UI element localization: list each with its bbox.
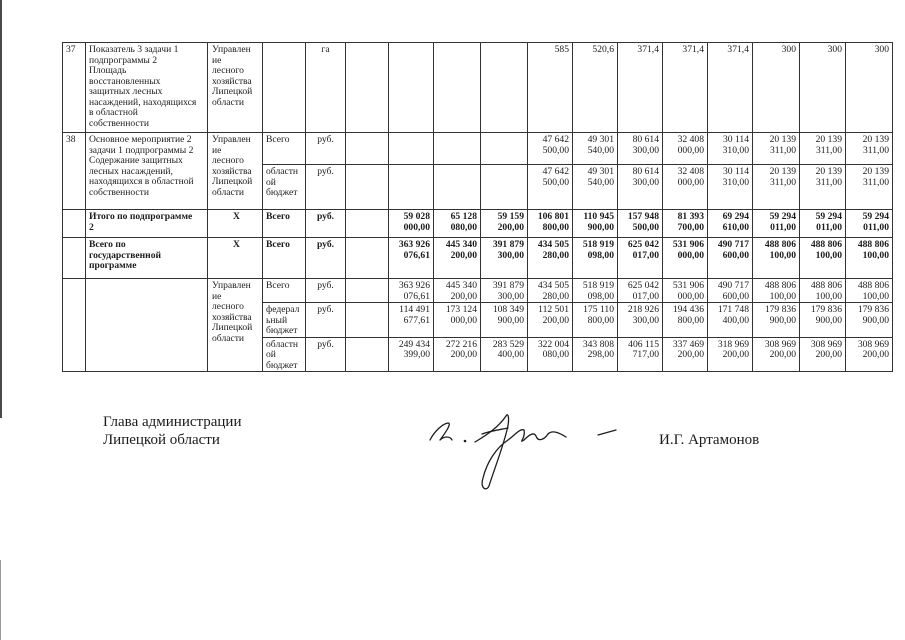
funding-source: областн ой бюджет <box>263 165 306 210</box>
funding-source: Всего <box>263 238 306 279</box>
value-col-3: 108 349 900,00 <box>481 303 528 338</box>
value-col-4: 112 501 200,00 <box>528 303 573 338</box>
unit-of-measure: руб. <box>306 238 346 279</box>
row-number: 38 <box>63 133 86 210</box>
value-col-3: 391 879 300,00 <box>481 238 528 279</box>
value-col-9: 488 806 100,00 <box>753 238 800 279</box>
value-col-9: 300 <box>753 43 800 133</box>
value-col-7: 32 408 000,00 <box>663 133 708 165</box>
signatory-title-line: Липецкой области <box>103 432 220 448</box>
funding-source: Всего <box>263 279 306 303</box>
value-col-11: 20 139 311,00 <box>846 133 893 165</box>
value-col-11: 300 <box>846 43 893 133</box>
value-col-2: 445 340 200,00 <box>434 238 481 279</box>
value-col-11: 59 294 011,00 <box>846 210 893 238</box>
row-name: Основное мероприятие 2 задачи 1 подпрограммы 2 Содержание защитных лесных насаждений, находящихся в областной собственности <box>86 133 208 210</box>
value-col-3 <box>481 43 528 133</box>
scan-edge-line <box>0 0 2 418</box>
value-col-1: 363 926 076,61 <box>389 238 434 279</box>
value-col-7: 81 393 700,00 <box>663 210 708 238</box>
value-col-10: 308 969 200,00 <box>800 337 846 372</box>
value-col-5: 49 301 540,00 <box>573 133 618 165</box>
value-col-11: 488 806 100,00 <box>846 279 893 303</box>
value-col-2: 272 216 200,00 <box>434 337 481 372</box>
value-col-9: 488 806 100,00 <box>753 279 800 303</box>
value-col-8: 30 114 310,00 <box>708 165 753 210</box>
value-col-11: 308 969 200,00 <box>846 337 893 372</box>
empty-cell <box>63 238 86 279</box>
value-col-10: 59 294 011,00 <box>800 210 846 238</box>
funding-source: Всего <box>263 210 306 238</box>
value-col-4: 585 <box>528 43 573 133</box>
unit-of-measure: руб. <box>306 210 346 238</box>
value-col-5: 49 301 540,00 <box>573 165 618 210</box>
value-col-6: 157 948 500,00 <box>618 210 663 238</box>
value-col-3: 59 159 200,00 <box>481 210 528 238</box>
empty-cell <box>346 303 389 338</box>
value-col-7: 337 469 200,00 <box>663 337 708 372</box>
empty-cell <box>63 210 86 238</box>
value-col-2: 173 124 000,00 <box>434 303 481 338</box>
empty-cell <box>346 238 389 279</box>
row-number: 37 <box>63 43 86 133</box>
subprogram-total-row <box>63 210 893 238</box>
funding-source: областн ой бюджет <box>263 337 306 372</box>
value-col-8: 490 717 600,00 <box>708 279 753 303</box>
value-col-1: 59 028 000,00 <box>389 210 434 238</box>
value-col-2 <box>434 133 481 165</box>
value-col-6: 625 042 017,00 <box>618 279 663 303</box>
responsible-executor: Х <box>208 238 263 279</box>
unit-of-measure: руб. <box>306 279 346 303</box>
value-col-8: 318 969 200,00 <box>708 337 753 372</box>
empty-cell <box>263 43 306 133</box>
signatory-name: И.Г. Артамонов <box>659 432 760 448</box>
value-col-9: 59 294 011,00 <box>753 210 800 238</box>
table-row <box>63 279 893 303</box>
value-col-8: 69 294 610,00 <box>708 210 753 238</box>
signature-dot <box>464 440 467 443</box>
responsible-executor: Х <box>208 210 263 238</box>
value-col-8: 171 748 400,00 <box>708 303 753 338</box>
responsible-executor: Управлен ие лесного хозяйства Липецкой области <box>208 279 263 372</box>
value-col-2 <box>434 43 481 133</box>
value-col-6: 80 614 300,00 <box>618 165 663 210</box>
value-col-4: 106 801 800,00 <box>528 210 573 238</box>
program-total-row <box>63 238 893 279</box>
value-col-7: 371,4 <box>663 43 708 133</box>
value-col-9: 179 836 900,00 <box>753 303 800 338</box>
empty-cell <box>63 279 86 372</box>
empty-cell <box>346 279 389 303</box>
value-col-2 <box>434 165 481 210</box>
value-col-7: 531 906 000,00 <box>663 279 708 303</box>
unit-of-measure: руб. <box>306 303 346 338</box>
table-row <box>63 133 893 165</box>
empty-cell <box>346 165 389 210</box>
value-col-4: 322 004 080,00 <box>528 337 573 372</box>
value-col-5: 343 808 298,00 <box>573 337 618 372</box>
value-col-10: 300 <box>800 43 846 133</box>
value-col-10: 488 806 100,00 <box>800 238 846 279</box>
signature-stroke <box>475 415 566 489</box>
value-col-2: 445 340 200,00 <box>434 279 481 303</box>
value-col-3 <box>481 165 528 210</box>
row-name: Всего по государственной программе <box>86 238 208 279</box>
unit-of-measure: га <box>306 43 346 133</box>
value-col-10: 488 806 100,00 <box>800 279 846 303</box>
funding-source: Всего <box>263 133 306 165</box>
value-col-7: 32 408 000,00 <box>663 165 708 210</box>
empty-cell <box>346 337 389 372</box>
value-col-1 <box>389 43 434 133</box>
value-col-5: 175 110 800,00 <box>573 303 618 338</box>
value-col-10: 20 139 311,00 <box>800 165 846 210</box>
scan-edge-line <box>0 560 1 640</box>
value-col-5: 110 945 900,00 <box>573 210 618 238</box>
value-col-5: 518 919 098,00 <box>573 279 618 303</box>
value-col-1 <box>389 133 434 165</box>
value-col-4: 434 505 280,00 <box>528 279 573 303</box>
unit-of-measure: руб. <box>306 337 346 372</box>
value-col-6: 218 926 300,00 <box>618 303 663 338</box>
value-col-3: 391 879 300,00 <box>481 279 528 303</box>
value-col-7: 531 906 000,00 <box>663 238 708 279</box>
value-col-1: 114 491 677,61 <box>389 303 434 338</box>
responsible-executor: Управлен ие лесного хозяйства Липецкой области <box>208 133 263 210</box>
unit-of-measure: руб. <box>306 133 346 165</box>
value-col-6: 406 115 717,00 <box>618 337 663 372</box>
value-col-10: 179 836 900,00 <box>800 303 846 338</box>
value-col-1: 363 926 076,61 <box>389 279 434 303</box>
value-col-9: 20 139 311,00 <box>753 133 800 165</box>
value-col-6: 371,4 <box>618 43 663 133</box>
value-col-2: 65 128 080,00 <box>434 210 481 238</box>
signature-stroke <box>482 428 508 434</box>
value-col-4: 434 505 280,00 <box>528 238 573 279</box>
value-col-6: 625 042 017,00 <box>618 238 663 279</box>
value-col-11: 179 836 900,00 <box>846 303 893 338</box>
value-col-7: 194 436 800,00 <box>663 303 708 338</box>
value-col-9: 20 139 311,00 <box>753 165 800 210</box>
funding-source: федерал ьный бюджет <box>263 303 306 338</box>
signature-stroke <box>430 423 452 440</box>
signatory-title <box>103 413 241 449</box>
value-col-9: 308 969 200,00 <box>753 337 800 372</box>
empty-cell <box>346 133 389 165</box>
value-col-3: 283 529 400,00 <box>481 337 528 372</box>
empty-cell <box>346 43 389 133</box>
responsible-executor: Управлен ие лесного хозяйства Липецкой области <box>208 43 263 133</box>
value-col-1 <box>389 165 434 210</box>
table-row <box>63 43 893 133</box>
value-col-10: 20 139 311,00 <box>800 133 846 165</box>
empty-cell <box>346 210 389 238</box>
value-col-11: 488 806 100,00 <box>846 238 893 279</box>
value-col-5: 520,6 <box>573 43 618 133</box>
value-col-3 <box>481 133 528 165</box>
program-funding-table <box>62 42 893 372</box>
row-name: Показатель 3 задачи 1 подпрограммы 2 Площадь восстановленных защитных лесных насаждений, находящихся в областной собственности <box>86 43 208 133</box>
handwritten-signature <box>420 400 630 500</box>
value-col-11: 20 139 311,00 <box>846 165 893 210</box>
empty-cell <box>86 279 208 372</box>
value-col-8: 30 114 310,00 <box>708 133 753 165</box>
unit-of-measure: руб. <box>306 165 346 210</box>
value-col-8: 371,4 <box>708 43 753 133</box>
value-col-4: 47 642 500,00 <box>528 165 573 210</box>
value-col-4: 47 642 500,00 <box>528 133 573 165</box>
value-col-1: 249 434 399,00 <box>389 337 434 372</box>
value-col-8: 490 717 600,00 <box>708 238 753 279</box>
signatory-title-line: Глава администрации <box>103 414 242 430</box>
value-col-5: 518 919 098,00 <box>573 238 618 279</box>
row-name: Итого по подпрограмме 2 <box>86 210 208 238</box>
signature-dash <box>598 430 616 435</box>
value-col-6: 80 614 300,00 <box>618 133 663 165</box>
